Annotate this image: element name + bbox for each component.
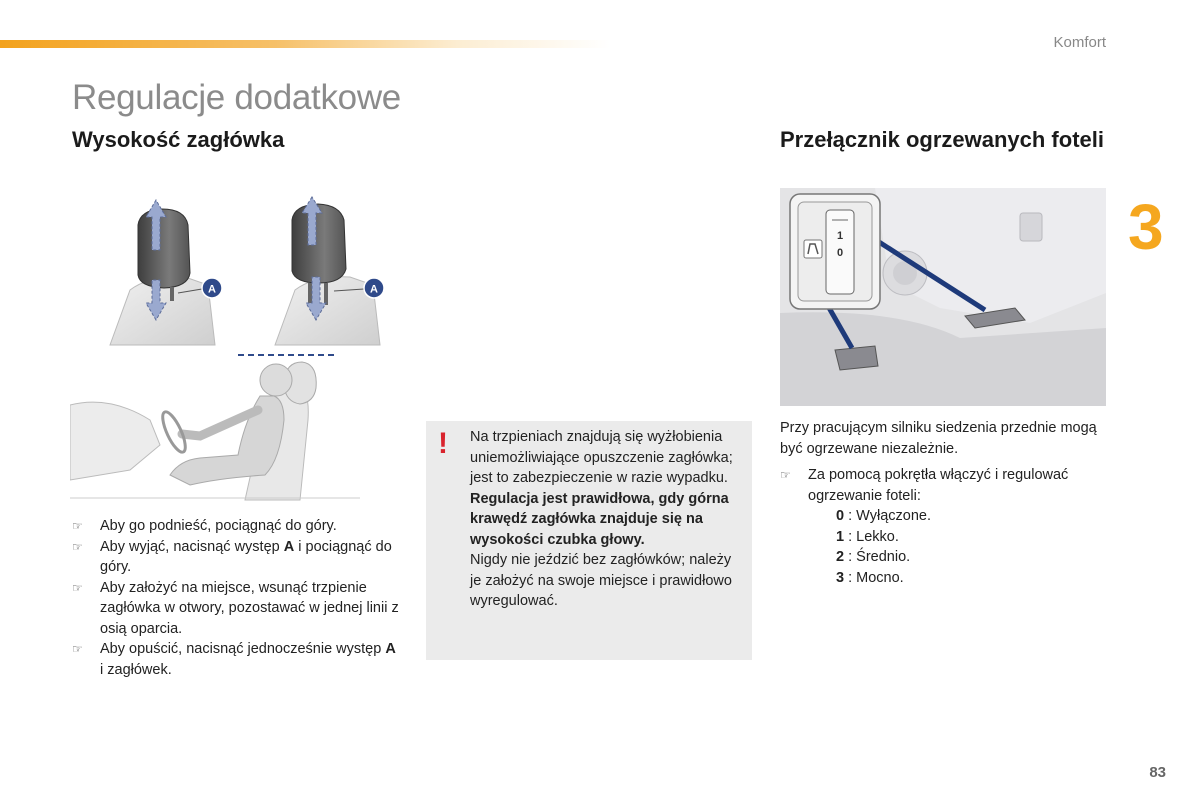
page-number: 83	[1149, 764, 1166, 781]
dashboard	[70, 402, 160, 480]
page-title: Regulacje dodatkowe	[72, 78, 401, 117]
headrest-adjust-illustration	[90, 195, 400, 360]
driver-body	[170, 396, 284, 485]
switch-left	[835, 346, 878, 370]
level-item: 3 : Mocno.	[836, 569, 904, 586]
bullet-icon: ☞	[72, 580, 83, 595]
bullet-icon: ☞	[72, 519, 83, 533]
heated-seats-instructions	[780, 465, 1110, 588]
bullet-item: ☞ Za pomocą pokrętła włączyć i regulować ogrzewanie foteli: 0 : Wyłączone. 1 : Lekko. 2 : Średnio. 3 : Mocno.	[780, 465, 1110, 588]
bullet-icon: ☞	[72, 642, 83, 656]
driver-head	[260, 364, 292, 396]
header-accent-bar	[0, 40, 610, 48]
level-item: 0 : Wyłączone.	[836, 508, 931, 524]
bullet-item: ☞ Aby go podnieść, pociągnąć do góry.	[72, 516, 402, 537]
callout-a-left-label: A	[208, 283, 216, 296]
heating-levels	[808, 506, 1110, 588]
bullet-icon: ☞	[72, 539, 83, 554]
headrest-left	[138, 209, 190, 288]
chapter-number: 3	[1128, 191, 1164, 263]
heated-seat-switch-illustration	[780, 188, 1106, 406]
warning-text: Na trzpieniach znajdują się wyżłobienia uniemożliwiające opuszczenie zagłówka; jest to zabezpieczenie w razie wypadku. Regulacja jest prawidłowa, gdy górna krawędź zagłówka znajduje się na wysokości czubka głowy. Nigdy nie jeździć bez zagłówków; należy je założyć na swoje miejsce i prawidłowo wyregulować.	[470, 429, 733, 609]
bullet-item: ☞ Aby wyjąć, nacisnąć występ A i pociągnąć do góry.	[72, 538, 392, 575]
bullet-item: ☞ Aby założyć na miejsce, wsunąć trzpienie zagłówka w otwory, pozostawać w jednej linii z osią oparcia.	[72, 579, 399, 637]
switch-mark-0: 0	[836, 247, 844, 259]
bullet-icon: ☞	[780, 468, 791, 482]
seat-heat-icon	[804, 240, 822, 258]
warning-box	[426, 421, 752, 660]
section-name: Komfort	[1053, 34, 1106, 51]
exclamation-icon: !	[438, 427, 448, 460]
switch-mark-1: 1	[836, 230, 844, 242]
callout-a-right-label: A	[370, 283, 378, 296]
level-item: 2 : Średnio.	[836, 549, 911, 565]
console-slot	[1020, 213, 1042, 241]
bullet-item: ☞ Aby opuścić, nacisnąć jednocześnie występ A i zagłówek.	[72, 641, 396, 678]
headrest-right	[292, 204, 346, 283]
heated-seats-heading: Przełącznik ogrzewanych foteli	[780, 127, 1104, 152]
headrest-height-heading: Wysokość zagłówka	[72, 127, 285, 152]
heated-seats-description: Przy pracującym silniku siedzenia przednie mogą być ogrzewane niezależnie.	[780, 420, 1097, 457]
driver-position-illustration	[70, 350, 360, 502]
level-item: 1 : Lekko.	[836, 528, 899, 545]
headrest-instructions	[72, 516, 402, 680]
